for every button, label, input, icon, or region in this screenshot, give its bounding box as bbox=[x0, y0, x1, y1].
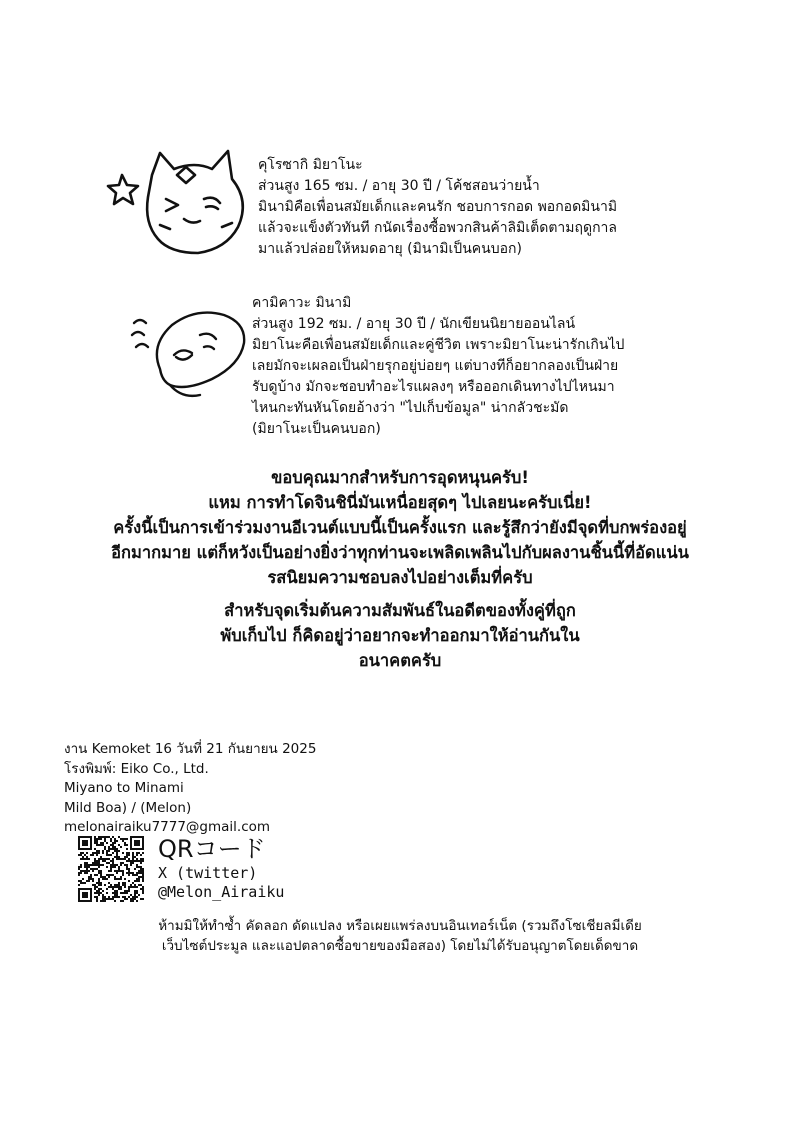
message-line: ขอบคุณมากสำหรับการอุดหนุนครับ! bbox=[271, 468, 529, 487]
message-line: อนาคตครับ bbox=[358, 651, 442, 670]
thank-you-message bbox=[20, 465, 780, 673]
qr-code-icon bbox=[78, 836, 144, 902]
message-line: รสนิยมความชอบลงไปอย่างเต็มที่ครับ bbox=[267, 568, 533, 587]
message-line: ครั้งนี้เป็นการเข้าร่วมงานอีเวนต์แบบนี้เป็นครั้งแรก และรู้สึกว่ายังมีจุดที่บกพร่องอยู่ bbox=[113, 518, 687, 537]
profile-minami bbox=[252, 293, 692, 440]
profile-line: ไหนกะทันหันโดยอ้างว่า "ไปเก็บข้อมูล" น่ากลัวชะมัด bbox=[252, 400, 569, 416]
qr-platform: X (twitter) bbox=[158, 864, 258, 882]
message-line: พับเก็บไป ก็คิดอยู่ว่าอยากจะทำออกมาให้อ่านกันใน bbox=[220, 626, 580, 645]
profile-line: (มิยาโนะเป็นคนบอก) bbox=[252, 421, 381, 437]
circle-info: Mild Boa) / (Melon) bbox=[64, 799, 192, 816]
qr-handle: @Melon_Airaiku bbox=[158, 883, 285, 901]
copyright-notice bbox=[80, 916, 720, 956]
event-info: งาน Kemoket 16 วันที่ 21 กันยายน 2025 bbox=[64, 741, 317, 757]
snake-character-sketch bbox=[130, 305, 250, 400]
paragraph-gap bbox=[20, 590, 780, 598]
profile-miyano bbox=[258, 155, 688, 260]
cat-character-sketch bbox=[100, 145, 260, 260]
qr-caption bbox=[158, 834, 284, 902]
profile-line: มินามิคือเพื่อนสมัยเด็กและคนรัก ชอบการกอด พอกอดมินามิ bbox=[258, 199, 618, 215]
profile-line: แล้วจะแข็งตัวทันที กนัดเรื่องซื้อพวกสินค้าลิมิเต็ดตามฤดูกาล bbox=[258, 220, 617, 236]
message-line: แหม การทำโดจินชินี่มันเหนื่อยสุดๆ ไปเลยนะครับเนี่ย! bbox=[208, 493, 592, 512]
message-line: อีกมากมาย แต่ก็หวังเป็นอย่างยิ่งว่าทุกท่านจะเพลิดเพลินไปกับผลงานชิ้นนี้ที่อัดแน่น bbox=[111, 543, 689, 562]
notice-line: ห้ามมิให้ทำซ้ำ คัดลอก ดัดแปลง หรือเผยแพร่ลงบนอินเทอร์เน็ต (รวมถึงโซเชียลมีเดีย bbox=[158, 918, 642, 934]
profile-line: ส่วนสูง 192 ซม. / อายุ 30 ปี / นักเขียนนิยายออนไลน์ bbox=[252, 316, 576, 332]
profile-name: คุโรซากิ มิยาโนะ bbox=[258, 157, 363, 173]
colophon bbox=[64, 740, 316, 838]
profile-line: มิยาโนะคือเพื่อนสมัยเด็กและคู่ชีวิต เพราะมิยาโนะน่ารักเกินไป bbox=[252, 337, 625, 353]
profile-line: รับดูบ้าง มักจะชอบทำอะไรแผลงๆ หรือออกเดินทางไปไหนมา bbox=[252, 379, 615, 395]
printer-info: โรงพิมพ์: Eiko Co., Ltd. bbox=[64, 760, 209, 777]
profile-line: ส่วนสูง 165 ซม. / อายุ 30 ปี / โค้ชสอนว่ายน้ำ bbox=[258, 178, 540, 194]
notice-line: เว็บไซต์ประมูล และแอปตลาดซื้อขายของมือสอง) โดยไม่ได้รับอนุญาตโดยเด็ดขาด bbox=[161, 938, 639, 954]
profile-line: เลยมักจะเผลอเป็นฝ่ายรุกอยู่บ่อยๆ แต่บางทีก็อยากลองเป็นฝ่าย bbox=[252, 358, 619, 374]
message-line: สำหรับจุดเริ่มต้นความสัมพันธ์ในอดีตของทั้งคู่ที่ถูก bbox=[224, 601, 576, 620]
profile-name: คามิคาวะ มินามิ bbox=[252, 295, 352, 311]
contact-email: melonairaiku7777@gmail.com bbox=[64, 819, 271, 835]
book-title: Miyano to Minami bbox=[64, 780, 184, 796]
profile-line: มาแล้วปล่อยให้หมดอายุ (มินามิเป็นคนบอก) bbox=[258, 241, 522, 257]
qr-title: QRコード bbox=[158, 835, 266, 863]
